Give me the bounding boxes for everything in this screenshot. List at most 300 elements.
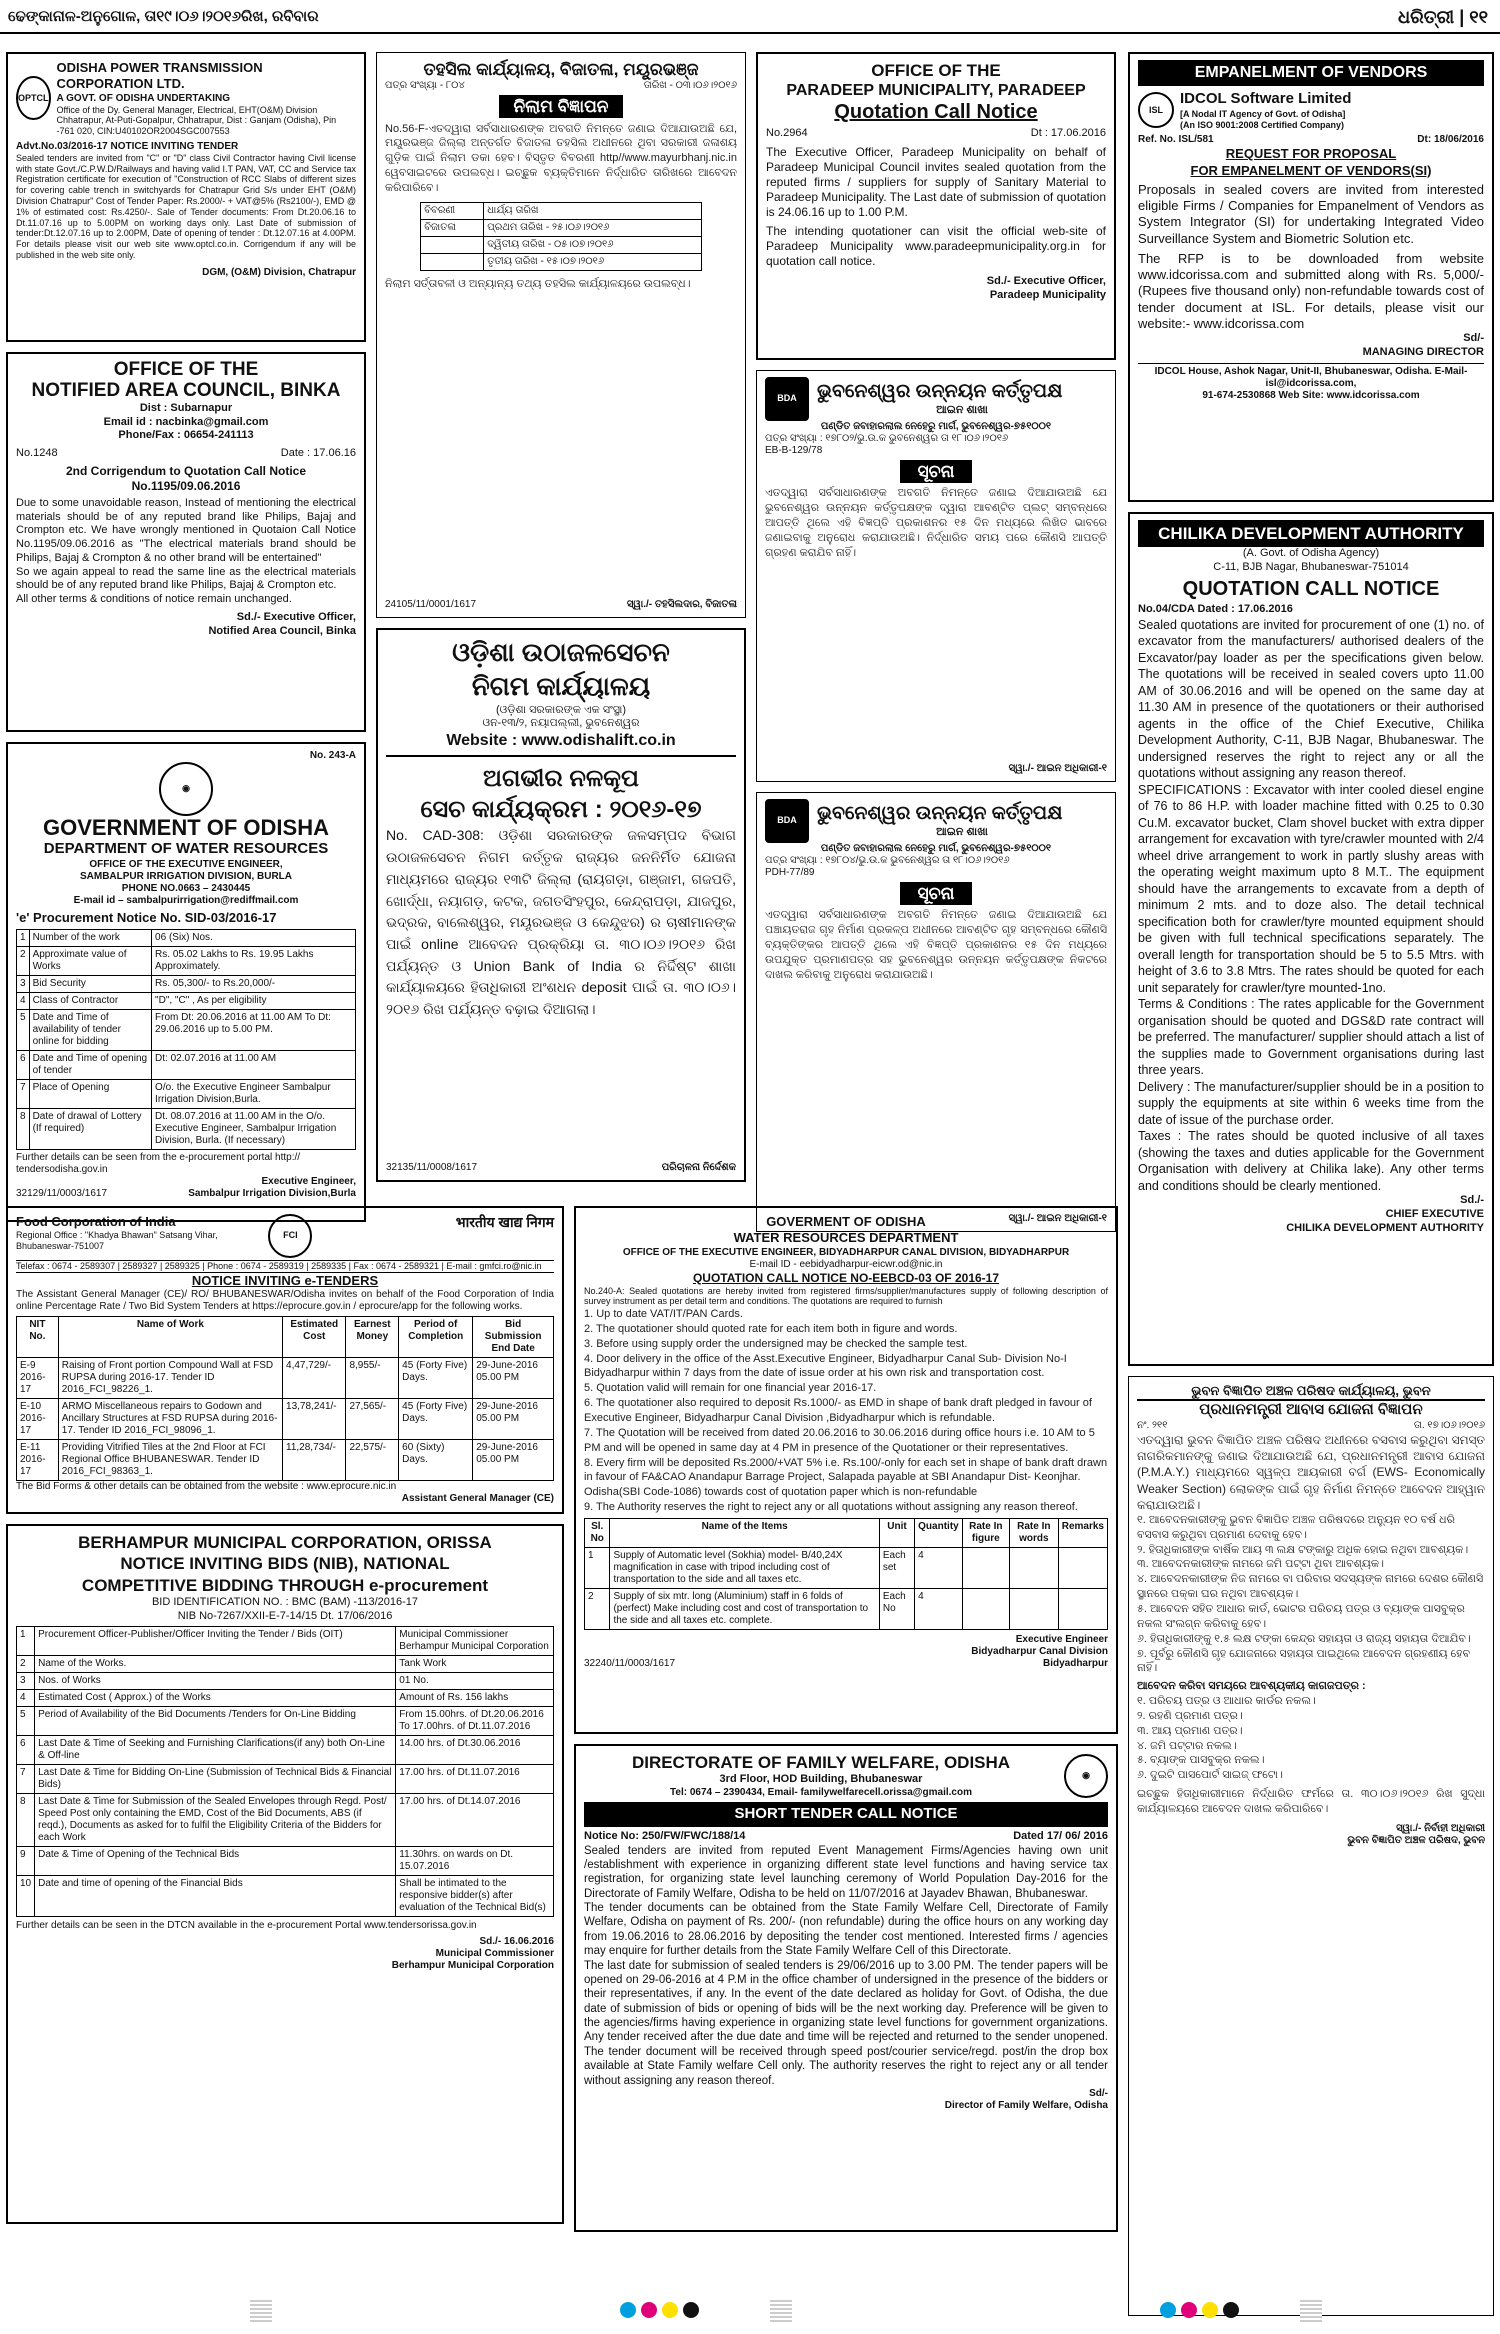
water-dept: DEPARTMENT OF WATER RESOURCES <box>43 840 329 858</box>
table-cell: 13,78,241/- <box>283 1399 346 1440</box>
table-cell: ବିବରଣୀ <box>421 202 484 219</box>
fw-body3: The last date for submission of sealed tenders is 29/06/2016 up to 3.00 PM. The tender papers will be opened on 29-06-2016 at 4 P.M in the office chamber of undersigned in the presence of the bidders or their representatives, if any. In the event of the date declared as holiday for Govt. of Odisha, the due date of submission of bids or opening of bids will be the next working day. Preference will be given to the agencies/firms having experience in organizing state level functions for government organizations. Any tender received after the due date and time will be rejected and returned to the sender unopened. The tender document will be received through speed post/courier service/regd. post/in the drop box available at State Family welfare Cell only. The authority reserves the right to reject any or all tender without assigning any reason thereof. <box>584 1959 1108 2087</box>
water-no: No. 243-A <box>309 750 356 761</box>
lift-web: Website : www.odishalift.co.in <box>386 731 736 757</box>
fw-banner: SHORT TENDER CALL NOTICE <box>584 1802 1108 1827</box>
table-cell: Procurement Officer-Publisher/Officer Inviting the Tender / Bids (OIT) <box>35 1627 396 1656</box>
binka-date: Date : 17.06.16 <box>280 447 356 460</box>
lift-body: No. CAD-308: ଓଡ଼ିଶା ସରକାରଙ୍କ ଜଳସମ୍ପଦ ବିଭାଗ ଉଠାଜଳସେଚନ ନିଗମ କର୍ତ୍ତୃକ ରାଜ୍ୟର ଜନନିର୍ମିତ ଯୋଜନା ମାଧ୍ୟମରେ ରାଜ୍ୟର ୧୩ଟି ଜିଲ୍ଲା (ରାୟଗଡ଼ା, ଗଞ୍ଜାମ, ଗଜପତି, ଖୋର୍ଦ୍ଧା, ନୟାଗଡ଼, କଟକ, ଜଗତସିଂହପୁର, କେନ୍ଦ୍ରାପଡ଼ା, ଯାଜପୁର, ଭଦ୍ରକ, ବାଲେଶ୍ୱର, ମୟୂରଭଞ୍ଜ ଓ କେନ୍ଦୁଝର) ର ଚାଷୀମାନଙ୍କ ପାଇଁ online ଆବେଦନ ପ୍ରକ୍ରିୟା ତା. ୩୦।୦୬।୨୦୧୬ ରିଖ ପର୍ଯ୍ୟନ୍ତ ଓ Union Bank of India ର ନିର୍ଦ୍ଦିଷ୍ଟ ଶାଖା କାର୍ଯ୍ୟାଳୟରେ ହିତାଧିକାରୀ ଅଂଶଧନ deposit ପାଇଁ ତା. ୩୦।୦୬।୨୦୧୬ ରିଖ ପର୍ଯ୍ୟନ୍ତ ବଢ଼ାଇ ଦିଆଗଲା। <box>386 827 736 1017</box>
binka-sign1: Sd./- Executive Officer, <box>236 610 356 623</box>
table-cell: 7 <box>17 1080 30 1109</box>
table-cell: O/o. the Executive Engineer Sambalpur Irrigation Division,Burla. <box>152 1080 356 1109</box>
magenta-dot <box>641 2302 657 2318</box>
pmay-heading: ପ୍ରଧାନମନ୍ତ୍ରୀ ଆବାସ ଯୋଜନା ବିଜ୍ଞାପନ <box>1199 1401 1423 1419</box>
table-cell: Estimated Cost ( Approx.) of the Works <box>35 1690 396 1707</box>
idcol-sign1: Sd/- <box>1463 332 1484 345</box>
idcol-heading1: REQUEST FOR PROPOSAL <box>1225 146 1397 162</box>
list-item: ୪. ଆବେଦନକାରୀଙ୍କ ନିଜ ନାମରେ ବା ପରିବାର ସଦସ୍ୟଙ୍କ ନାମରେ ଦେଶର କୌଣସି ସ୍ଥାନରେ ପକ୍କା ଘର ନଥିବା ଆବଶ୍ୟକ। <box>1137 1573 1484 1601</box>
table-cell: 14.00 hrs. of Dt.30.06.2016 <box>396 1736 554 1765</box>
paradeep-heading: Quotation Call Notice <box>834 101 1038 124</box>
yellow-dot <box>1202 2302 1218 2318</box>
table-cell <box>1009 1547 1058 1588</box>
fw-body2: The tender documents can be obtained from the State Family Welfare Cell, Directorate of Family Welfare, Odisha on payment of Rs. 200/- (non refundable) during the office hours on any working day from 19.06.2016 to 28.06.2016 by depositing the tender cost mentioned. Interested firms / agencies may enquire for further details from the State Family Welfare Cell of this Directorate. <box>584 1902 1108 1958</box>
pmay-body: ଏତଦ୍ୱାରା ଭୁବନ ବିଜ୍ଞାପିତ ଅଞ୍ଚଳ ପରିଷଦ ଅଧୀନରେ ବସବାସ କରୁଥିବା ସମସ୍ତ ନାଗରିକମାନଙ୍କୁ ଜଣାଇ ଦିଆଯାଉଅଛି ଯେ, ପ୍ରଧାନମନ୍ତ୍ରୀ ଆବାସ ଯୋଜନା (P.M.A.Y.) ମାଧ୍ୟମରେ ସ୍ୱଳ୍ପ ଆୟକାରୀ ବର୍ଗ (EWS- Economically Weaker Section) ଲୋକଙ୍କ ପାଇଁ ଗୃହ ନିର୍ମାଣ ନିମନ୍ତେ ଆବେଦନ ଆହ୍ୱାନ କରାଯାଉଅଛି। <box>1137 1433 1485 1512</box>
table-row <box>585 1588 1108 1629</box>
table-cell: Number of the work <box>29 930 151 947</box>
tahsil-body2: ନିଲାମ ସର୍ତ୍ତାବଳୀ ଓ ଅନ୍ୟାନ୍ୟ ତଥ୍ୟ ତହସିଲ କାର୍ଯ୍ୟାଳୟରେ ଉପଲବ୍ଧ। <box>385 277 691 290</box>
list-item: 4. Door delivery in the office of the Asst.Executive Engineer, Bidyadharpur Canal Sub- Division No-I Bidyadharpur within 7 days from the date of issue order at his own risk and transportation cost. <box>584 1352 1067 1380</box>
table-cell: 1 <box>585 1547 610 1588</box>
list-item: ୨. ହିତାଧିକାରୀଙ୍କ ବାର୍ଷିକ ଆୟ ୩ ଲକ୍ଷ ଟଙ୍କାରୁ ଅଧିକ ହୋଇ ନଥିବା ଆବଶ୍ୟକ। <box>1137 1543 1469 1556</box>
fw-tel: Tel: 0674 – 2390434, Email- familywelfarecell.orissa@gmail.com <box>670 1787 972 1798</box>
table-cell: 2 <box>585 1588 610 1629</box>
table-row <box>17 1876 554 1917</box>
chilika-taxes: Taxes : The rates should be quoted inclusive of all taxes (showing the taxes and duties applicable for the Government Organisation with delivery at Chilika lake). Any other terms and conditions should be clearly mentioned. <box>1138 1129 1484 1193</box>
table-cell: Place of Opening <box>29 1080 151 1109</box>
binka-title1: OFFICE OF THE <box>113 359 259 380</box>
bidya-title: GOVERMENT OF ODISHA <box>766 1214 926 1229</box>
table-cell: Dt. 08.07.2016 at 11.00 AM in the O/o. Executive Engineer, Sambalpur Irrigation Division, Burla. (If necessary) <box>152 1109 356 1150</box>
water-phone: PHONE NO.0663 – 2430445 <box>121 882 251 894</box>
pmay-no: ନଂ. ୨୧୧ <box>1137 1420 1168 1431</box>
bmc-title3: COMPETITIVE BIDDING THROUGH e-procurement <box>81 1575 489 1595</box>
chilika-heading: QUOTATION CALL NOTICE <box>1182 577 1440 600</box>
list-item: 7. The Quotation will be received from dated 20.06.2016 to 30.06.2016 during office hours i.e. 10 AM to 5 PM and will be opened in same day at 4 PM in presence of the Quotationer or their representatives. <box>584 1426 1095 1454</box>
binka-email: Email id : nacbinka@gmail.com <box>103 415 269 428</box>
water-email: E-mail id – sambalpurirrigation@rediffmail.com <box>73 894 299 906</box>
column-1 <box>6 52 366 1232</box>
table-cell: 45 (Forty Five) Days. <box>399 1399 473 1440</box>
table-cell: Date and time of opening of the Financial Bids <box>35 1876 396 1917</box>
pmay-date: ତା. ୧୭।୦୬।୨୦୧୬ <box>1413 1420 1485 1431</box>
paradeep-body: The Executive Officer, Paradeep Municipality on behalf of Paradeep Municipal Council invites sealed quotation from the reputed firms / suppliers for supply of Sanitary Material to Paradeep Municipality. The Last date of submission of quotation is 24.06.16 up to 1.00 P.M. <box>766 145 1106 219</box>
table-header: Bid Submission End Date <box>473 1317 554 1358</box>
table-cell <box>421 236 484 253</box>
black-dot <box>683 2302 699 2318</box>
color-dots-1 <box>620 2302 699 2318</box>
column-3 <box>756 52 1116 1242</box>
fw-sign1: Sd/- <box>1089 2087 1108 2099</box>
idcol-org: IDCOL Software Limited <box>1180 90 1352 107</box>
color-dots-2 <box>1160 2302 1239 2318</box>
table-cell <box>962 1547 1009 1588</box>
bda1-sub: ଆଇନ ଶାଖା <box>936 404 988 416</box>
idcol-banner: EMPANELMENT OF VENDORS <box>1138 60 1484 86</box>
table-cell: 10 <box>17 1876 35 1917</box>
table-cell: 3 <box>17 976 30 993</box>
list-item: ୭. ପୂର୍ବରୁ କୌଣସି ଗୃହ ଯୋଜନାରେ ସହାୟତା ପାଇଥିଲେ ଆବେଦନ ଗ୍ରହଣୀୟ ହେବ ନାହିଁ। <box>1137 1647 1471 1675</box>
binka-body3: All other terms & conditions of notice remain unchanged. <box>16 593 292 606</box>
table-cell: Name of the Works. <box>35 1656 396 1673</box>
water-office: OFFICE OF THE EXECUTIVE ENGINEER, <box>89 858 283 870</box>
column-2 <box>376 52 746 1192</box>
table-cell: ବିଜାତଳା <box>421 219 484 236</box>
table-cell: Supply of six mtr. long (Aluminium) staff in 6 folds of (perfect) Make including cost and cost of transportation to the side and all taxes etc. complete. <box>610 1588 879 1629</box>
table-header: Earnest Money <box>346 1317 399 1358</box>
magenta-dot <box>1181 2302 1197 2318</box>
bda1-patra: ପତ୍ର ସଂଖ୍ୟା : ୧୭୮୦୨/ଭୁ.ଉ.କ ଭୁବନେଶ୍ୱର ତା ୧୮।୦୬।୨୦୧୬ <box>765 433 1009 444</box>
binka-dist: Dist : Subarnapur <box>139 401 233 414</box>
masthead-date: ଢେଙ୍କାନାଳ-ଅନୁଗୋଳ, ତା୧୯।୦୬।୨୦୧୬ରିଖ, ରବିବାର <box>8 8 319 25</box>
table-row <box>17 976 356 993</box>
water-ref: 32129/11/0003/1617 <box>16 1188 108 1200</box>
fci-office: Regional Office : "Khadya Bhawan" Satsang Vihar, Bhubaneswar-751007 <box>16 1230 218 1252</box>
print-marks <box>0 2296 1500 2328</box>
cyan-dot <box>1160 2302 1176 2318</box>
bidya-dept: WATER RESOURCES DEPARTMENT <box>733 1230 959 1246</box>
bda2-sign: ସ୍ୱା./- ଆଇନ ଅଧିକାରୀ-୧ <box>1008 1213 1107 1224</box>
water-heading: 'e' Procurement Notice No. SID-03/2016-17 <box>16 909 277 925</box>
table-row <box>17 930 356 947</box>
bidya-sign2: Bidyadharpur Canal Division <box>971 1645 1108 1657</box>
table-cell: E-11 2016-17 <box>17 1440 59 1481</box>
lift-ref: 32135/11/0008/1617 <box>386 1162 478 1173</box>
bda-notice-1 <box>756 370 1116 782</box>
table-cell: Approximate value of Works <box>29 947 151 976</box>
table-cell: 17.00 hrs. of Dt.11.07.2016 <box>396 1765 554 1794</box>
family-welfare-ad <box>574 1744 1118 2232</box>
table-row <box>17 1358 554 1399</box>
table-row <box>17 1109 356 1150</box>
idcol-ad <box>1128 52 1494 502</box>
bidya-ref: 32240/11/0003/1617 <box>584 1657 676 1669</box>
table-cell: From Dt: 20.06.2016 at 11.00 AM To Dt: 29.06.2016 up to 5.00 PM. <box>152 1010 356 1051</box>
bmc-sign0: Sd./- 16.06.2016 <box>479 1936 554 1948</box>
table-cell: Each No <box>879 1588 914 1629</box>
table-cell: 4 <box>17 993 30 1010</box>
table-row <box>17 1051 356 1080</box>
table-header: Quantity <box>915 1518 963 1547</box>
table-cell: Municipal Commissioner Berhampur Municipal Corporation <box>396 1627 554 1656</box>
table-header: Name of the Items <box>610 1518 879 1547</box>
table-cell: Providing Vitrified Tiles at the 2nd Floor at FCI Regional Office BHUBANESWAR. Tender ID 2016_FCI_98363_1. <box>58 1440 282 1481</box>
tahsil-sign: ସ୍ୱା./- ତହସିଲଦାର, ବିଜାତଳା <box>626 599 737 610</box>
table-row <box>17 1736 554 1765</box>
bidya-office: OFFICE OF THE EXECUTIVE ENGINEER, BIDYADHARPUR CANAL DIVISION, BIDYADHARPUR <box>622 1246 1070 1258</box>
chilika-sign3: CHILIKA DEVELOPMENT AUTHORITY <box>1286 1221 1484 1234</box>
bidyadharpur-ad <box>574 1206 1118 1734</box>
binka-body1: Due to some unavoidable reason, Instead of mentioning the electrical materials should be of any reputed brand like Philips, Bajaj and Crompton etc. We have wrongly mentioned in Quotaion Call Notice No.1195/09.06.2016 as "The electrical materials brand should be Philips, Bajaj & Crompton & no other brand will be entertained" <box>16 496 356 564</box>
list-item: 5. Quotation valid will remain for one financial year 2016-17. <box>584 1382 877 1395</box>
paradeep-body2: The intending quotationer can visit the official web-site of Paradeep Municipality www.paradeepmunicipality.org.in for quotation call notice. <box>766 224 1106 268</box>
bidya-heading: QUOTATION CALL NOTICE NO-EEBCD-03 OF 2016-17 <box>692 1270 1000 1285</box>
bda2-body: ଏତଦ୍ୱାରା ସର୍ବସାଧାରଣଙ୍କ ଅବଗତି ନିମନ୍ତେ ଜଣାଇ ଦିଆଯାଉଅଛି ଯେ ପଞ୍ଚାୟତରାଜ ଗୃହ ନିର୍ମାଣ ପ୍ରକଳ୍ପ ଅଧୀନରେ ଆବଣ୍ଟିତ ଗୃହ ସମ୍ବନ୍ଧରେ କୌଣସି ବ୍ୟକ୍ତିଙ୍କର ଆପତ୍ତି ଥିଲେ ଏହି ବିଜ୍ଞପ୍ତି ପ୍ରକାଶନର ୧୫ ଦିନ ମଧ୍ୟରେ ଉପଯୁକ୍ତ ପ୍ରମାଣପତ୍ର ସହ ଭୁବନେଶ୍ୱର ଉନ୍ନୟନ କର୍ତ୍ତୃପକ୍ଷଙ୍କ ନିକଟରେ ଦାଖଲ କରିବାକୁ ଅନୁରୋଧ କରାଯାଉଅଛି। <box>765 909 1107 981</box>
bda1-addr: ପଣ୍ଡିତ ଜବାହାରଲାଲ ନେହେରୁ ମାର୍ଗ, ଭୁବନେଶ୍ୱର-୭୫୧୦୦୧ <box>820 421 1052 432</box>
bmc-sign1: Municipal Commissioner <box>435 1948 554 1960</box>
table-cell: ARMO Miscellaneous repairs to Godown and Ancillary Structures at FSD RUPSA during 2016-17. Tender ID 2016_FCI_98096_1. <box>58 1399 282 1440</box>
table-cell: 22,575/- <box>346 1440 399 1481</box>
binka-heading: 2nd Corrigendum to Quotation Call Notice No.1195/09.06.2016 <box>66 463 306 493</box>
cyan-dot <box>620 2302 636 2318</box>
idcol-body: Proposals in sealed covers are invited from interested eligible Firms / Companies for Empanelment of Vendors as System Integrator (SI) for undertaking Integrated Video Surveillance System and Biometric Solution etc. <box>1138 181 1484 246</box>
bottom-left <box>6 1206 564 2234</box>
idcol-addr2: 91-674-2530868 Web Site: www.idcorissa.com <box>1202 389 1420 401</box>
tahsil-body: No.56-F-ଏତଦ୍ୱାରା ସର୍ବସାଧାରଣଙ୍କ ଅବଗତି ନିମନ୍ତେ ଜଣାଇ ଦିଆଯାଉଅଛି ଯେ, ମୟୂରଭଞ୍ଜ ଜିଲ୍ଲା ଅନ୍ତର୍ଗତ ବିଜାତଳା ତହସିଲ ଅଧୀନରେ ଥିବା ସରକାରୀ ଜଳାଶୟ ଗୁଡ଼ିକ ପାଇଁ ନିଲାମ ଡକା ହେବ। ବିସ୍ତୃତ ବିବରଣୀ http//www.mayurbhanj.nic.in ୱେବସାଇଟରେ ଉପଲବ୍ଧ। ଇଚ୍ଛୁକ ବ୍ୟକ୍ତିମାନେ ନିର୍ଦ୍ଧାରିତ ତାରିଖରେ ଆବେଦନ କରିପାରିବେ। <box>385 122 737 194</box>
table-cell: 17.00 hrs. of Dt.14.07.2016 <box>396 1794 554 1847</box>
table-cell: 06 (Six) Nos. <box>152 930 356 947</box>
table-row <box>17 1080 356 1109</box>
registration-mark <box>1300 2300 1322 2322</box>
chilika-body: Sealed quotations are invited for procurement of one (1) no. of excavator from the manufacturers/ authorised dealers of the Excavator/pay loader as per the specifications given below. The quotations will be received in sealed covers upto 11.00 AM of 30.06.2016 and will be opened on the same day at 11.30 AM in presence of the quotationers or their authorised agents in the office of the Chief Executive, Chilika Development Authority, C-11, BJB Nagar, Bhubaneswar. The undersigned reserves the right to reject any or all the quotations without assigning any reason thereof. <box>1138 617 1484 780</box>
list-item: ୧. ପରିଚୟ ପତ୍ର ଓ ଆଧାର କାର୍ଡର ନକଲ। <box>1137 1694 1316 1707</box>
list-item: 6. The quotationer also required to deposit Rs.1000/- as EMD in shape of bank draft pledged in favour of Executive Engineer, Bidyadharpur Canal Division ,Bidyadharpur which is refundable. <box>584 1397 1092 1424</box>
table-row <box>17 1765 554 1794</box>
fw-title: DIRECTORATE OF FAMILY WELFARE, ODISHA <box>631 1753 1011 1772</box>
table-cell: 11.30hrs. on wards on Dt. 15.07.2016 <box>396 1847 554 1876</box>
table-cell: Dt: 02.07.2016 at 11.00 AM <box>152 1051 356 1080</box>
registration-mark <box>250 2300 272 2322</box>
bmc-bid: BID IDENTIFICATION NO. : BMC (BAM) -113/2016-17 <box>151 1595 419 1608</box>
table-row <box>17 1847 554 1876</box>
lift-addr: ଓନ-୧୩/୨, ନୟାପଲ୍ଲୀ, ଭୁବନେଶ୍ୱର <box>482 717 640 730</box>
binka-title2: NOTIFIED AREA COUNCIL, BINKA <box>31 379 341 401</box>
bidya-sign3: Bidyadharpur <box>1042 1657 1108 1669</box>
pmay-docs-list <box>1137 1694 1485 1783</box>
table-row <box>17 1690 554 1707</box>
table-row <box>17 993 356 1010</box>
bda2-addr: ପଣ୍ଡିତ ଜବାହାରଲାଲ ନେହେରୁ ମାର୍ଗ, ଭୁବନେଶ୍ୱର-୭୫୧୦୦୧ <box>820 843 1052 854</box>
table-cell: 8,955/- <box>346 1358 399 1399</box>
water-resources-ad <box>6 742 366 1222</box>
table-cell: 29-June-2016 05.00 PM <box>473 1440 554 1481</box>
chilika-title: CHILIKA DEVELOPMENT AUTHORITY <box>1138 520 1484 547</box>
bmc-title2: NOTICE INVITING BIDS (NIB), NATIONAL <box>120 1554 450 1574</box>
chilika-ad <box>1128 512 1494 1366</box>
list-item: 1. Up to date VAT/IT/PAN Cards. <box>584 1308 743 1321</box>
bda1-sign: ସ୍ୱା./- ଆଇନ ଅଧିକାରୀ-୧ <box>1008 763 1107 774</box>
table-cell: 60 (Sixty) Days. <box>399 1440 473 1481</box>
chilika-addr: C-11, BJB Nagar, Bhubaneswar-751014 <box>1213 561 1409 573</box>
table-row <box>17 1627 554 1656</box>
list-item: 2. The quotationer should quoted rate for each item both in figure and words. <box>584 1322 958 1335</box>
tahsil-ad <box>376 52 746 618</box>
list-item: 3. Before using supply order the undersigned may be checked the sample test. <box>584 1337 968 1350</box>
lift-sub: (ଓଡ଼ିଶା ସରକାରଙ୍କ ଏକ ସଂସ୍ଥା) <box>495 703 626 716</box>
bda2-title: ଭୁବନେଶ୍ୱର ଉନ୍ନୟନ କର୍ତ୍ତୃପକ୍ଷ <box>817 803 1063 825</box>
table-row <box>421 202 702 219</box>
list-item: ୨. ରହଣି ପ୍ରମାଣ ପତ୍ର। <box>1137 1709 1243 1722</box>
odisha-emblem-icon: ◉ <box>159 762 213 816</box>
table-cell: 5 <box>17 1010 30 1051</box>
lift-title2: ନିଗମ କାର୍ଯ୍ୟାଳୟ <box>471 670 651 701</box>
bidya-sign1: Executive Engineer <box>1015 1633 1108 1645</box>
bda1-body: ଏତଦ୍ୱାରା ସର୍ବସାଧାରଣଙ୍କ ଅବଗତି ନିମନ୍ତେ ଜଣାଇ ଦିଆଯାଉଅଛି ଯେ ଭୁବନେଶ୍ୱର ଉନ୍ନୟନ କର୍ତ୍ତୃପକ୍ଷଙ୍କ ଦ୍ୱାରା ଆବଣ୍ଟିତ ପ୍ଲଟ୍ ସମ୍ବନ୍ଧରେ ଆପତ୍ତି ଥିଲେ ଏହି ବିଜ୍ଞପ୍ତି ପ୍ରକାଶନର ୧୫ ଦିନ ମଧ୍ୟରେ ଲିଖିତ ଭାବରେ ଜଣାଇବାକୁ ଅନୁରୋଧ କରାଯାଉଅଛି। ନିର୍ଦ୍ଧାରିତ ସମୟ ପରେ କୌଣସି ଆପତ୍ତି ଗ୍ରହଣ କରାଯିବ ନାହିଁ। <box>765 487 1107 559</box>
table-cell: 4 <box>17 1690 35 1707</box>
table-cell: ଧାର୍ଯ୍ୟ ତାରିଖ <box>484 202 702 219</box>
table-cell: Nos. of Works <box>35 1673 396 1690</box>
table-row <box>17 1399 554 1440</box>
fci-contact: Telefax : 0674 - 2589307 | 2589327 | 2589325 | Phone : 0674 - 2589319 | 2589335 | Fax : 0674 - 2589321 | E-mail : gmfci.ro@nic.in <box>16 1260 554 1273</box>
tahsil-patra: ପତ୍ର ସଂଖ୍ୟା - ୮୦୪ <box>385 80 465 92</box>
pmay-title: ଭୁବନ ବିଜ୍ଞାପିତ ଅଞ୍ଚଳ ପରିଷଦ କାର୍ଯ୍ୟାଳୟ, ଭୁବନ <box>1137 1383 1485 1401</box>
table-cell: 6 <box>17 1736 35 1765</box>
list-item: ୧. ଆବେଦନକାରୀଙ୍କୁ ଭୁବନ ବିଜ୍ଞାପିତ ଅଞ୍ଚଳ ପରିଷଦରେ ଅନ୍ୟୁନ ୧୦ ବର୍ଷ ଧରି ବସବାସ କରୁଥିବା ପ୍ରମାଣ ଦେବାକୁ ହେବ। <box>1137 1513 1455 1541</box>
table-cell: Shall be intimated to the responsive bidder(s) after evaluation of the Technical Bid(s) <box>396 1876 554 1917</box>
bmc-nib: NIB No-7267/XXII-E-7-14/15 Dt. 17/06/2016 <box>177 1609 393 1622</box>
water-division: SAMBALPUR IRRIGATION DIVISION, BURLA <box>79 870 293 882</box>
table-cell: Class of Contractor <box>29 993 151 1010</box>
pmay-docs-heading: ଆବେଦନ କରିବା ସମୟରେ ଆବଶ୍ୟକୀୟ କାଗଜପତ୍ର : <box>1137 1680 1366 1693</box>
paradeep-ad <box>756 52 1116 360</box>
table-cell: 01 No. <box>396 1673 554 1690</box>
table-cell: E-9 2016-17 <box>17 1358 59 1399</box>
bda-logo-icon: BDA <box>765 799 809 843</box>
lift-heading2: ସେଚ କାର୍ଯ୍ୟକ୍ରମ : ୨୦୧୬-୧୭ <box>420 796 702 824</box>
table-cell: Bid Security <box>29 976 151 993</box>
table-cell: 2 <box>17 1656 35 1673</box>
tahsil-title: ତହସିଲ କାର୍ଯ୍ୟାଳୟ, ବିଜାତଳା, ମୟୂରଭଞ୍ଜ <box>423 60 699 79</box>
idcol-ref: Ref. No. ISL/581 <box>1138 134 1214 146</box>
bidya-table <box>584 1518 1108 1630</box>
list-item: 9. The Authority reserves the right to reject any or all quotations without assigning any reason thereof. <box>584 1501 1078 1514</box>
fw-date: Dated 17/ 06/ 2016 <box>1013 1829 1108 1842</box>
fci-org: Food Corporation of India <box>16 1214 176 1229</box>
idcol-logo-icon: ISL <box>1138 92 1174 128</box>
table-cell: ତୃତୀୟ ତାରିଖ - ୧୫।୦୭।୨୦୧୬ <box>484 253 702 270</box>
pmay-sign1: ସ୍ୱା./- ନିର୍ବାହୀ ଅଧିକାରୀ <box>1396 1822 1485 1834</box>
binka-body2: So we again appeal to read the same line as the electrical materials should be of any reputed brand like Philips, Bajaj & Crompton etc. <box>16 565 356 592</box>
table-cell: Raising of Front portion Compound Wall at FSD RUPSA during 2016-17. Tender ID 2016_FCI_98226_1. <box>58 1358 282 1399</box>
table-header: Sl. No <box>585 1518 610 1547</box>
bottom-middle <box>574 1206 1118 2242</box>
bmc-table <box>16 1626 554 1917</box>
fw-addr: 3rd Floor, HOD Building, Bhubaneswar <box>719 1773 923 1786</box>
bda-logo-icon: BDA <box>765 377 809 421</box>
table-row <box>17 947 356 976</box>
table-header: Unit <box>879 1518 914 1547</box>
table-cell: 11,28,734/- <box>283 1440 346 1481</box>
table-cell: 29-June-2016 05.00 PM <box>473 1358 554 1399</box>
table-cell: E-10 2016-17 <box>17 1399 59 1440</box>
fci-hindi: भारतीय खाद्य निगम <box>455 1214 554 1230</box>
table-row <box>17 1794 554 1847</box>
binka-ad <box>6 352 366 732</box>
water-title: GOVERNMENT OF ODISHA <box>42 815 329 840</box>
chilika-no: No.04/CDA Dated : 17.06.2016 <box>1138 602 1293 615</box>
table-header: Rate In words <box>1009 1518 1058 1547</box>
table-cell <box>1009 1588 1058 1629</box>
table-cell: Last Date & Time for Submission of the Sealed Envelopes through Regd. Post/ Speed Post only containing the EMD, Cost of the Bid Documents, ABS (if reqd.), Documents as asked for to fulfil the Eligibility Criteria of the Bidders for each Work <box>35 1794 396 1847</box>
optcl-logo-icon: OPTCL <box>16 76 51 120</box>
table-cell: 1 <box>17 930 30 947</box>
table-cell: Date and Time of opening of tender <box>29 1051 151 1080</box>
chilika-terms: Terms & Conditions : The rates applicable for the Government organisation should be quoted and DGS&D rate contract will be preferred. The manufacturer/ supplier should attach a list of the supplies made to Government organisations during last three years. <box>1138 997 1484 1077</box>
table-cell <box>1058 1547 1107 1588</box>
table-cell: 4 <box>915 1588 963 1629</box>
idcol-date: Dt: 18/06/2016 <box>1417 134 1484 146</box>
table-row <box>17 1707 554 1736</box>
optcl-ad <box>6 52 366 342</box>
paradeep-sign2: Paradeep Municipality <box>989 288 1106 301</box>
table-row <box>421 253 702 270</box>
chilika-spec: SPECIFICATIONS : Excavator with inter cooled diesel engine of 76 to 86 H.P. with loader machine fitted with 0.25 to 0.30 Cu.M. excavator bucket, Clam shovel bucket with extra dipper arrangement for excavation with tyre/crawler mounted with 2/4 wheel drive arrangement to work in partly slushy areas with the operating weight maximum upto 8 M.T.. The equipment should have the arrangements to excavate from a depth of minimum 2 mts. and to doze also. The detail technical specification both for crawler/tyre mounted equipment should be given with full technical specifications separately. The overall length for transportation should be 5 to 5.5 Mtrs. with height of 3.6 to 3.8 Mtrs. The rates should be quoted for each unit separately for crawler/tyre mounted-1no. <box>1138 782 1484 995</box>
table-cell: 27,565/- <box>346 1399 399 1440</box>
list-item: ୫. ଆବେଦନ ସହିତ ଆଧାର କାର୍ଡ, ଭୋଟର ପରିଚୟ ପତ୍ର ଓ ବ୍ୟାଙ୍କ ପାସବୁକ୍‍ର ନକଲ ସଂଲଗ୍ନ କରିବାକୁ ହେବ। <box>1137 1603 1465 1630</box>
table-cell: 5 <box>17 1707 35 1736</box>
pmay-ad <box>1128 1376 1494 2316</box>
lift-heading1: ଅଗଭୀର ନଳକୂପ <box>483 765 639 793</box>
water-sign: Executive Engineer, <box>261 1176 356 1188</box>
registration-mark <box>770 2300 792 2322</box>
pmay-items-list <box>1137 1513 1485 1676</box>
bda2-patra: ପତ୍ର ସଂଖ୍ୟା : ୧୭୮୦୪/ଭୁ.ଉ.କ ଭୁବନେଶ୍ୱର ତା ୧୮।୦୬।୨୦୧୬ <box>765 855 1010 866</box>
table-row <box>17 1673 554 1690</box>
fci-ad <box>6 1206 564 1514</box>
table-row <box>421 219 702 236</box>
bidya-terms-list <box>584 1307 1108 1515</box>
table-cell: 2 <box>17 947 30 976</box>
pmay-sign2: ଭୁବନ ବିଜ୍ଞାପିତ ଅଞ୍ଚଳ ପରିଷଦ, ଭୁବନ <box>1347 1834 1485 1846</box>
paradeep-title2: PARADEEP MUNICIPALITY, PARADEEP <box>786 82 1086 100</box>
idcol-addr1: IDCOL House, Ashok Nagar, Unit-II, Bhubaneswar, Odisha. E-Mail-isl@idcorissa.com, <box>1138 363 1484 390</box>
table-cell: 6 <box>17 1051 30 1080</box>
bda2-code: PDH-77/89 <box>765 867 815 878</box>
optcl-office: Office of the Dy. General Manager, Electrical, EHT(O&M) Division Chhatrapur, At-Puti-Gopalpur, Chhatrapur, Dist : Ganjam (Odisha), Pin -761 020, CIN:U40102OR2004SGC007553 <box>56 104 337 137</box>
fw-no: Notice No: 250/FW/FWC/188/14 <box>584 1829 746 1842</box>
column-4 <box>1128 52 1494 2326</box>
table-cell: From 15.00hrs. of Dt.20.06.2016 To 17.00hrs. of Dt.11.07.2016 <box>396 1707 554 1736</box>
masthead-page: ଧରିତ୍ରୀ | ୧୧ <box>1397 7 1488 27</box>
tahsil-table <box>420 202 702 271</box>
tahsil-heading: ନିଲାମ ବିଜ୍ଞାପନ <box>499 95 622 118</box>
bda1-title: ଭୁବନେଶ୍ୱର ଉନ୍ନୟନ କର୍ତ୍ତୃପକ୍ଷ <box>817 381 1063 403</box>
list-item: ୫. ବ୍ୟାଙ୍କ ପାସବୁକ୍‍ର ନକଲ। <box>1137 1754 1265 1767</box>
bmc-footer: Further details can be seen in the DTCN available in the e-procurement Portal www.tendersorissa.gov.in <box>16 1920 477 1932</box>
table-header: Rate In figure <box>962 1518 1009 1547</box>
bda2-heading: ସୂଚନା <box>900 882 973 905</box>
optcl-sub: A GOVT. OF ODISHA UNDERTAKING <box>56 92 231 104</box>
table-cell: Rs. 05.02 Lakhs to Rs. 19.95 Lakhs Approximately. <box>152 947 356 976</box>
berhampur-ad <box>6 1524 564 2224</box>
table-row <box>17 1440 554 1481</box>
fci-heading: NOTICE INVITING e-TENDERS <box>191 1272 379 1288</box>
table-cell: Last Date & Time for Bidding On-Line (Submission of Technical Bids & Financial Bids) <box>35 1765 396 1794</box>
fw-body: Sealed tenders are invited from reputed Event Management Firms/Agencies having own unit /establishment with experience in organizing different state level functions and having service tax registration, for organizing state level launching ceremony of World Population Day-2016 for the Directorate of Family Welfare, Odisha to be held on 11/07/2016 at Jayadev Bhawan, Bhubaneswar. <box>584 1844 1108 1900</box>
list-item: 8. Every firm will be deposited Rs.2000/+VAT 5% i.e. Rs.100/-only for each set in shape of bank draft drawn in favour of FA&CAO Anandapur Barrage Project, Salapada payable at SBI Anandapur Dist- Keonjhar. Odisha(SBI Code-1086) towards cost of quotation paper which is non-refundable <box>584 1456 1108 1499</box>
bmc-sign2: Berhampur Municipal Corporation <box>391 1960 554 1972</box>
water-table <box>16 929 356 1150</box>
fci-sign: Assistant General Manager (CE) <box>401 1493 554 1505</box>
table-cell <box>421 253 484 270</box>
page-masthead <box>0 0 1500 34</box>
table-cell: Rs. 05,300/- to Rs.20,000/- <box>152 976 356 993</box>
optcl-notice: Advt.No.03/2016-17 NOTICE INVITING TENDER <box>16 140 239 152</box>
table-cell: 9 <box>17 1847 35 1876</box>
optcl-sign: DGM, (O&M) Division, Chatrapur <box>202 266 356 278</box>
odisha-lift-ad <box>376 628 746 1182</box>
binka-no: No.1248 <box>16 447 58 460</box>
paradeep-date: Dt : 17.06.2016 <box>1030 127 1106 140</box>
table-cell: Tank Work <box>396 1656 554 1673</box>
table-header: Period of Completion <box>399 1317 473 1358</box>
fw-sign2: Director of Family Welfare, Odisha <box>944 2099 1108 2111</box>
table-cell: 29-June-2016 05.00 PM <box>473 1399 554 1440</box>
table-header: NIT No. <box>17 1317 59 1358</box>
bda1-heading: ସୂଚନା <box>900 460 973 483</box>
table-cell: 7 <box>17 1765 35 1794</box>
table-cell: Each set <box>879 1547 914 1588</box>
table-cell: Last Date & Time of Seeking and Furnishing Clarifications(if any) both On-Line & Off-line <box>35 1736 396 1765</box>
pmay-footer: ଇଚ୍ଛୁକ ହିତାଧିକାରୀମାନେ ନିର୍ଦ୍ଧାରିତ ଫର୍ମରେ ତା. ୩୦।୦୬।୨୦୧୬ ରିଖ ସୁଦ୍ଧା କାର୍ଯ୍ୟାଳୟରେ ଆବେଦନ ଦାଖଲ କରିପାରିବେ। <box>1137 1788 1485 1815</box>
paradeep-no: No.2964 <box>766 127 808 140</box>
lift-title1: ଓଡ଼ିଶା ଉଠାଜଳସେଚନ <box>452 637 670 667</box>
paradeep-title1: OFFICE OF THE <box>871 61 1001 80</box>
table-cell: Supply of Automatic level (Sokhia) model- B/40,24X magnification in case with tripod including cost of transportation to the side and all taxes etc. <box>610 1547 879 1588</box>
table-row <box>585 1547 1108 1588</box>
table-cell: 8 <box>17 1109 30 1150</box>
tahsil-ref: 24105/11/0001/1617 <box>385 599 477 610</box>
bda2-sub: ଆଇନ ଶାଖା <box>936 826 988 838</box>
